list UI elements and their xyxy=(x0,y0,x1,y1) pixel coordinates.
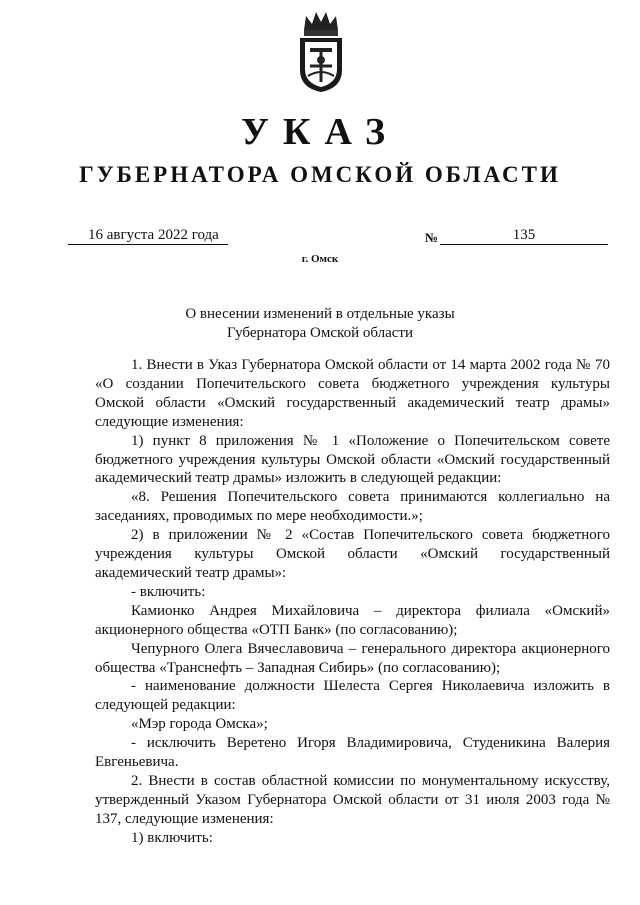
document-number: 135 xyxy=(440,226,608,245)
paragraph: «Мэр города Омска»; xyxy=(131,716,268,733)
issuer-heading: ГУБЕРНАТОРА ОМСКОЙ ОБЛАСТИ xyxy=(79,162,561,187)
paragraph: 1) пункт 8 приложения № 1 «Положение о Попечительском совете бюджетного учреждения культуры Омской области «Омский государственный академический театр драмы» изложить в следующей редакции: xyxy=(95,432,610,487)
paragraph: 1. Внести в Указ Губернатора Омской области от 14 марта 2002 года № 70 «О создании Попечительского совета бюджетного учреждения культуры Омской области «Омский государственный академический театр драмы» следующие изменения: xyxy=(95,357,610,430)
document-title-line: Губернатора Омской области xyxy=(227,325,413,341)
paragraph: 2) в приложении № 2 «Состав Попечительского совета бюджетного учреждения культуры Омской области «Омский государственный академический театр драмы»: xyxy=(95,527,610,581)
paragraph: - включить: xyxy=(131,583,206,600)
paragraph: - исключить Веретено Игоря Владимировича, Студеникина Валерия Евгеньевича. xyxy=(95,735,610,771)
paragraph: 1) включить: xyxy=(131,829,213,846)
paragraph: Чепурного Олега Вячеславовича – генерального директора акционерного общества «Транснефть – Западная Сибирь» (по согласованию); xyxy=(95,640,610,676)
omsk-coat-of-arms-icon xyxy=(296,8,346,94)
paragraph: Камионко Андрея Михайловича – директора филиала «Омский» акционерного общества «ОТП Банк» (по согласованию); xyxy=(95,602,610,638)
number-sign: № xyxy=(425,230,439,245)
paragraph: 2. Внести в состав областной комиссии по монументальному искусству, утвержденный Указом Губернатора Омской области от 31 июля 2003 года № 137, следующие изменения: xyxy=(95,772,610,827)
document-title-line: О внесении изменений в отдельные указы xyxy=(185,306,455,322)
document-title xyxy=(0,305,640,343)
document-body xyxy=(95,356,610,848)
paragraph: «8. Решения Попечительского совета принимаются коллегиально на заседаниях, проводимых по мере необходимости.»; xyxy=(95,489,610,525)
document-type-heading: УКАЗ xyxy=(241,111,399,153)
paragraph: - наименование должности Шелеста Сергея Николаевича изложить в следующей редакции: xyxy=(95,678,610,714)
city-label: г. Омск xyxy=(301,253,339,265)
document-date: 16 августа 2022 года xyxy=(68,226,228,245)
